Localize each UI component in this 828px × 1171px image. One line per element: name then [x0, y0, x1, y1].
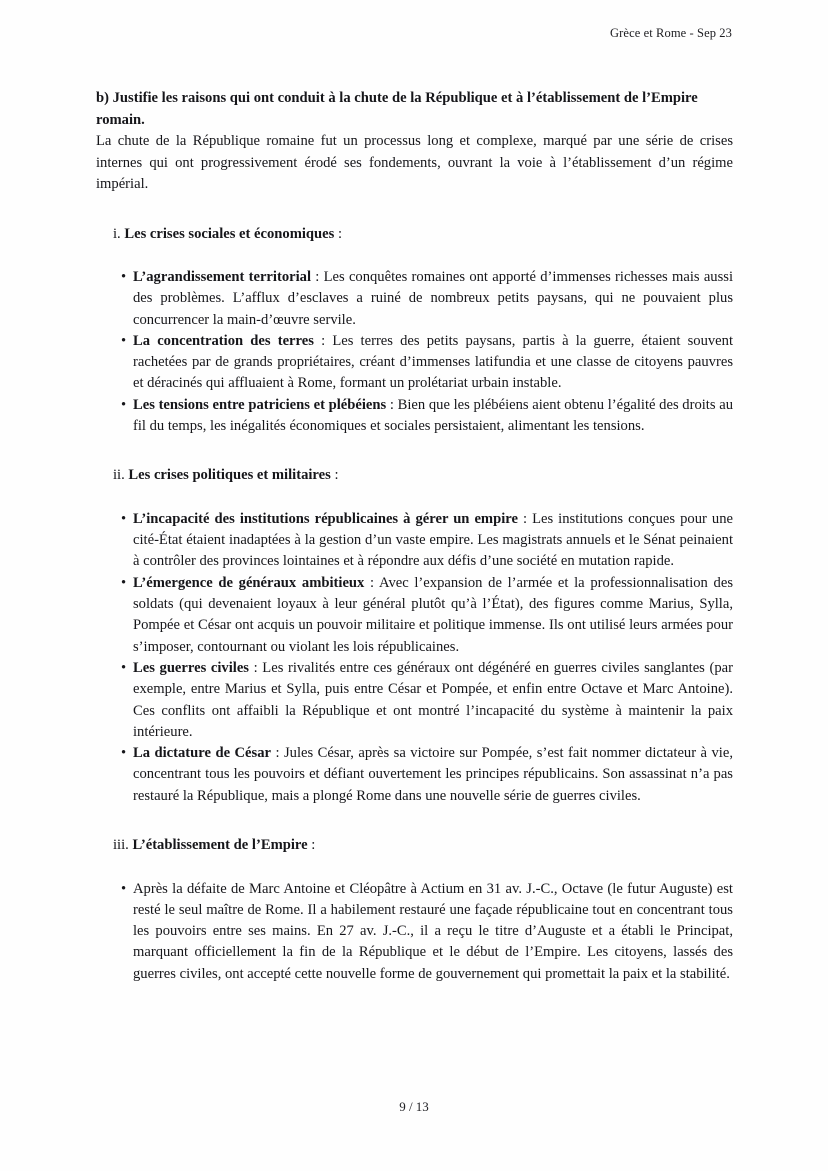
list-item — [96, 573, 733, 658]
list-item-lead: Les tensions entre patriciens et plébéiens — [133, 396, 387, 413]
section-heading — [113, 224, 733, 246]
list-item-lead: La dictature de César — [133, 745, 271, 762]
list-item-lead: L’agrandissement territorial — [133, 269, 312, 285]
list-item-lead: L’émergence de généraux ambitieux — [133, 574, 365, 591]
list-item-lead-colon: : — [517, 510, 533, 527]
list-item — [96, 879, 733, 985]
section-colon: : — [334, 225, 343, 242]
list-item-lead-colon: : — [364, 574, 379, 591]
list-item-body: Les institutions conçues pour une cité-État étaient inadaptées à la gestion d’un vaste empire. Les magistrats annuels et le Sénat peinaient à contrôler des provinces lointaines et à répondre aux défis d’une société en mutation rapide. — [133, 510, 733, 570]
list-item-lead-colon: : — [270, 745, 284, 762]
bullet-list — [96, 267, 733, 437]
running-header: Grèce et Rome - Sep 23 — [610, 26, 732, 40]
list-item-lead: Les guerres civiles — [133, 659, 249, 676]
bullet-marker-icon: • — [121, 880, 127, 897]
sections-container — [96, 224, 733, 986]
bullet-marker-icon: • — [121, 510, 127, 527]
page-footer: 9 / 13 — [399, 1099, 429, 1114]
bullet-marker-icon: • — [121, 269, 127, 285]
list-item-body: Bien que les plébéiens aient obtenu l’égalité des droits au fil du temps, les inégalités économiques et sociales persistaient, alimentant les tensions. — [133, 396, 733, 435]
list-item-body: Avec l’expansion de l’armée et la professionnalisation des soldats (qui devenaient loyaux à leur général plutôt qu’à l’État), des figures comme Marius, Sylla, Pompée et César ont acquis un pouvoir militaire et politique immense. Ils ont utilisé leurs armées pour s’imposer, contournant ou violant les lois républicaines. — [133, 574, 734, 655]
list-item-lead: L’incapacité des institutions républicaines à gérer un empire — [133, 510, 518, 527]
list-item-body: Les rivalités entre ces généraux ont dégénéré en guerres civiles sanglantes (par exemple, entre Marius et Sylla, puis entre César et Pompée, et enfin entre Octave et Marc Antoine). Ces conflits ont affaibli la République et ont montré l’incapacité du système à maintenir la paix intérieure. — [133, 659, 733, 740]
bullet-marker-icon: • — [121, 332, 127, 349]
list-item-body: Les terres des petits paysans, partis à la guerre, étaient souvent rachetées par de grands propriétaires, créant d’immenses latifundia et une classe de citoyens pauvres et déracinés qui affluaient à Rome, formant un prolétariat urbain instable. — [133, 332, 734, 392]
bullet-marker-icon: • — [121, 396, 127, 413]
section-numeral: iii. — [113, 837, 133, 854]
list-item-body: Jules César, après sa victoire sur Pompée, s’est fait nommer dictateur à vie, concentrant tous les pouvoirs et défiant ouvertement les principes républicains. Son assassinat n’a pas restauré la République, mais a plongé Rome dans une nouvelle série de guerres civiles. — [133, 745, 733, 804]
section-heading — [113, 465, 733, 487]
section — [96, 465, 733, 807]
bullet-list — [96, 879, 733, 985]
section-label: Les crises sociales et économiques — [124, 225, 335, 242]
list-item — [96, 743, 733, 807]
list-item — [96, 509, 733, 573]
list-item — [96, 267, 733, 331]
list-item-body: Les conquêtes romaines ont apporté d’immenses richesses mais aussi des problèmes. L’afflux d’esclaves a ruiné de nombreux petits paysans, qui ne pouvaient plus concurrencer la main-d’œuvre servile. — [133, 269, 734, 328]
bullet-marker-icon: • — [121, 659, 127, 676]
question-heading: b) Justifie les raisons qui ont conduit à la chute de la République et à l’établissement de l’Empire romain. — [96, 90, 698, 128]
list-item-lead-colon: : — [313, 332, 333, 349]
section-colon: : — [330, 467, 339, 484]
list-item — [96, 395, 733, 438]
bullet-marker-icon: • — [121, 574, 127, 591]
section-label: Les crises politiques et militaires — [128, 467, 331, 484]
list-item-lead: La concentration des terres — [133, 332, 314, 349]
bullet-marker-icon: • — [121, 745, 127, 762]
section — [96, 224, 733, 438]
list-item — [96, 331, 733, 395]
section-numeral: i. — [113, 225, 125, 242]
list-item-lead-colon: : — [311, 269, 324, 285]
list-item-lead-colon: : — [386, 396, 398, 413]
page-content — [96, 88, 733, 985]
list-item-lead-colon: : — [248, 659, 263, 676]
section-heading — [113, 835, 733, 857]
list-item — [96, 658, 733, 743]
list-item-body: Après la défaite de Marc Antoine et Cléopâtre à Actium en 31 av. J.-C., Octave (le futur Auguste) est resté le seul maître de Rome. Il a habilement restauré une façade républicaine tout en concentrant tous les pouvoirs entre ses mains. En 27 av. J.-C., il a reçu le titre d’Auguste et a établi le Principat, marquant officiellement la fin de la République et le début de l’Empire. Les citoyens, lassés des guerres civiles, ont accepté cette nouvelle forme de gouvernement qui promettait la paix et la stabilité. — [133, 880, 733, 982]
bullet-list — [96, 509, 733, 807]
intro-paragraph: La chute de la République romaine fut un processus long et complexe, marqué par une série de crises internes qui ont progressivement érodé ses fondements, ouvrant la voie à l’établissement d’un régime impérial. — [96, 133, 733, 192]
section-colon: : — [307, 837, 316, 854]
section-numeral: ii. — [113, 467, 129, 484]
section — [96, 835, 733, 985]
section-label: L’établissement de l’Empire — [132, 837, 308, 854]
